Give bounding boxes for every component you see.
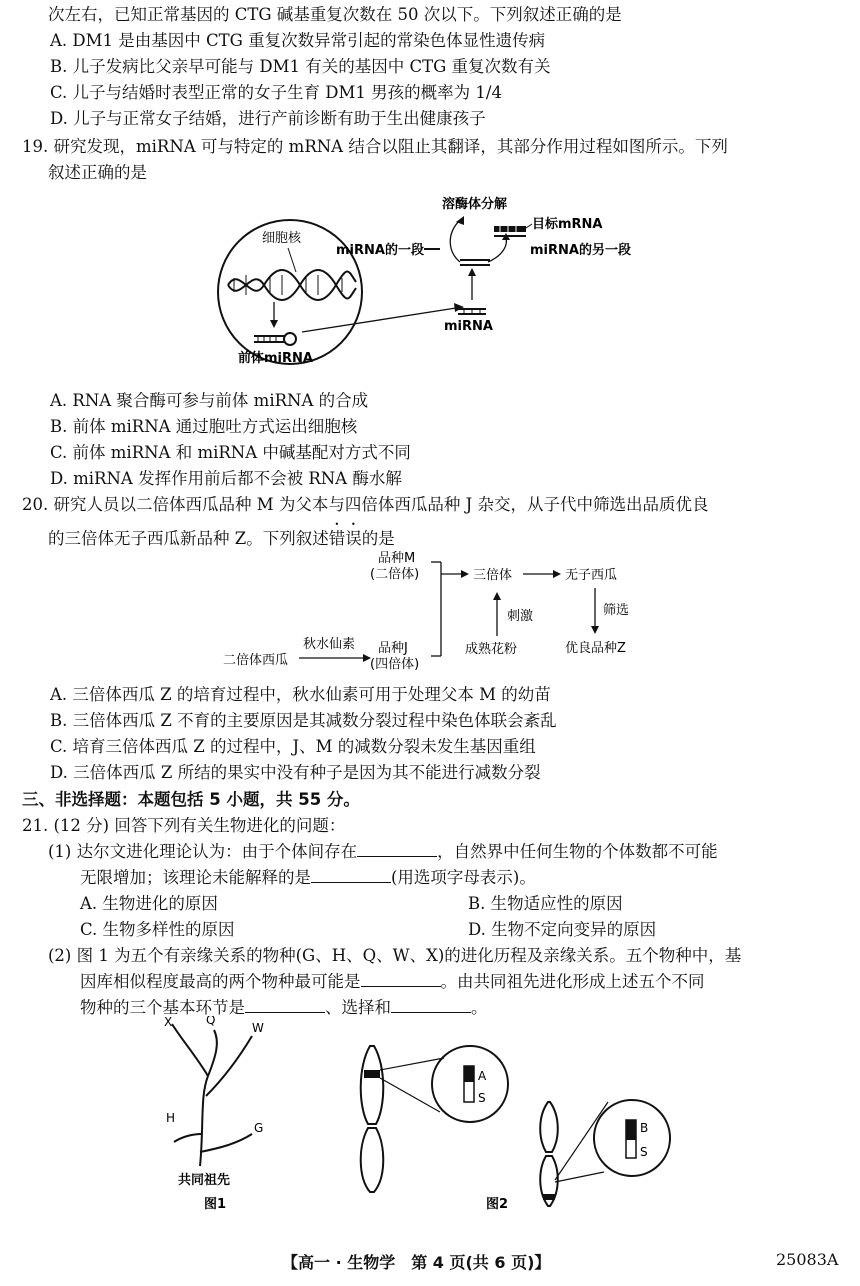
gene-s-label-2: S bbox=[640, 1145, 648, 1159]
answer-blank-4[interactable] bbox=[245, 997, 325, 1013]
q20-breeding-diagram bbox=[215, 548, 645, 676]
species-q-label: Q bbox=[206, 1016, 216, 1027]
seedless-label: 无子西瓜 bbox=[565, 568, 618, 583]
species-x-label: X bbox=[164, 1016, 173, 1029]
q21-option-a: A. 生物进化的原因 bbox=[80, 894, 218, 913]
answer-blank-1[interactable] bbox=[357, 841, 437, 857]
q19-stem-line1: 19. 研究发现，miRNA 可与特定的 mRNA 结合以阻止其翻译，其部分作用过程如图所示。下列 bbox=[22, 137, 728, 156]
q21-option-d: D. 生物不定向变异的原因 bbox=[468, 920, 657, 939]
target-mrna-icon bbox=[494, 226, 526, 236]
species-w-label: W bbox=[252, 1021, 264, 1035]
pre-mirna-hairpin-icon bbox=[254, 333, 296, 345]
gene-a-label: A bbox=[478, 1069, 487, 1083]
figure-2-chromosomes bbox=[340, 1016, 680, 1216]
page-footer-title: 【高一 · 生物学 第 4 页(共 6 页)】 bbox=[282, 1253, 551, 1272]
figure-2-caption: 图2 bbox=[486, 1197, 509, 1212]
mirna-icon bbox=[458, 309, 486, 314]
page-code: 25083A bbox=[776, 1250, 839, 1269]
section-3-heading: 三、非选择题：本题包括 5 小题，共 55 分。 bbox=[22, 790, 360, 809]
q20-option-d: D. 三倍体西瓜 Z 所结的果实中没有种子是因为其不能进行减数分裂 bbox=[50, 763, 541, 782]
colchicine-label: 秋水仙素 bbox=[303, 637, 356, 652]
variety-m-note: (二倍体) bbox=[370, 567, 420, 582]
gene-s-label-1: S bbox=[478, 1091, 486, 1105]
diploid-watermelon-label: 二倍体西瓜 bbox=[223, 653, 289, 668]
chromosome-2-icon bbox=[540, 1102, 558, 1206]
triploid-label: 三倍体 bbox=[473, 568, 513, 583]
q21-stem: 21. (12 分) 回答下列有关生物进化的问题： bbox=[22, 816, 346, 835]
figure-1-evolution-tree bbox=[160, 1016, 280, 1216]
q19-mirna-diagram bbox=[210, 190, 650, 380]
stimulate-label: 刺激 bbox=[507, 609, 534, 624]
species-g-label: G bbox=[254, 1121, 264, 1135]
q19-option-c: C. 前体 miRNA 和 miRNA 中碱基配对方式不同 bbox=[50, 443, 411, 462]
pollen-label: 成熟花粉 bbox=[465, 642, 518, 657]
q18-option-a: A. DM1 是由基因中 CTG 重复次数异常引起的常染色体显性遗传病 bbox=[50, 31, 546, 50]
gene-b-label: B bbox=[640, 1121, 649, 1135]
answer-blank-5[interactable] bbox=[391, 997, 471, 1013]
q21-option-c: C. 生物多样性的原因 bbox=[80, 920, 235, 939]
q20-option-a: A. 三倍体西瓜 Z 的培育过程中，秋水仙素可用于处理父本 M 的幼苗 bbox=[50, 685, 551, 704]
q21-part1-line1: (1) 达尔文进化理论认为：由于个体间存在 ，自然界中任何生物的个体数都不可能 bbox=[48, 842, 718, 861]
q20-option-c: C. 培育三倍体西瓜 Z 的过程中，J、M 的减数分裂未发生基因重组 bbox=[50, 737, 536, 756]
q18-option-b: B. 儿子发病比父亲早可能与 DM1 有关的基因中 CTG 重复次数有关 bbox=[50, 57, 551, 76]
chromosome-1-icon bbox=[361, 1046, 384, 1192]
lysosome-label: 溶酶体分解 bbox=[442, 197, 508, 212]
variety-m-label: 品种M bbox=[378, 551, 416, 566]
q21-part2-line2: 因库相似程度最高的两个物种最可能是 。由共同祖先进化形成上述五个不同 bbox=[80, 972, 705, 991]
pre-mirna-label: 前体miRNA bbox=[238, 351, 313, 366]
q21-part2-line1: (2) 图 1 为五个有亲缘关系的物种(G、H、Q、W、X)的进化历程及亲缘关系。五个物种中，基 bbox=[48, 946, 742, 965]
q21-part1-line2: 无限增加；该理论未能解释的是 (用选项字母表示)。 bbox=[80, 868, 536, 887]
q20-stem-line2: 的三倍体无子西瓜新品种 Z。下列叙述错误的是 bbox=[48, 529, 395, 548]
q20-option-b: B. 三倍体西瓜 Z 不育的主要原因是其减数分裂过程中染色体联会紊乱 bbox=[50, 711, 557, 730]
q18-stem-tail: 次左右，已知正常基因的 CTG 碱基重复次数在 50 次以下。下列叙述正确的是 bbox=[48, 5, 622, 24]
mirna-label: miRNA bbox=[444, 319, 493, 334]
common-ancestor-label: 共同祖先 bbox=[178, 1173, 231, 1188]
q19-option-d: D. miRNA 发挥作用前后都不会被 RNA 酶水解 bbox=[50, 469, 402, 488]
emphasis-wrong: 错误 bbox=[328, 529, 362, 548]
q19-option-a: A. RNA 聚合酶可参与前体 miRNA 的合成 bbox=[50, 391, 369, 410]
target-mrna-label: 目标mRNA bbox=[532, 217, 603, 232]
mirna-segment-a-label: miRNA的一段 bbox=[336, 243, 424, 258]
q18-option-d: D. 儿子与正常女子结婚，进行产前诊断有助于生出健康孩子 bbox=[50, 109, 486, 128]
answer-blank-3[interactable] bbox=[361, 971, 441, 987]
q21-option-b: B. 生物适应性的原因 bbox=[468, 894, 623, 913]
screen-label: 筛选 bbox=[603, 603, 630, 618]
mirna-segment-b-label: miRNA的另一段 bbox=[530, 243, 631, 258]
elite-variety-z-label: 优良品种Z bbox=[565, 641, 626, 656]
species-h-label: H bbox=[166, 1111, 176, 1125]
q20-stem-line1: 20. 研究人员以二倍体西瓜品种 M 为父本与四倍体西瓜品种 J 杂交，从子代中筛选出品质优良 bbox=[22, 495, 709, 514]
q18-option-c: C. 儿子与结婚时表型正常的女子生育 DM1 男孩的概率为 1/4 bbox=[50, 83, 502, 102]
q19-stem-line2: 叙述正确的是 bbox=[48, 163, 147, 182]
answer-blank-2[interactable] bbox=[311, 867, 391, 883]
figure-1-caption: 图1 bbox=[204, 1197, 227, 1212]
variety-j-label: 品种J bbox=[378, 641, 408, 656]
nucleus-label: 细胞核 bbox=[262, 231, 302, 246]
q19-option-b: B. 前体 miRNA 通过胞吐方式运出细胞核 bbox=[50, 417, 358, 436]
q21-part2-line3: 物种的三个基本环节是 、选择和 。 bbox=[80, 998, 488, 1017]
variety-j-note: (四倍体) bbox=[370, 657, 420, 672]
